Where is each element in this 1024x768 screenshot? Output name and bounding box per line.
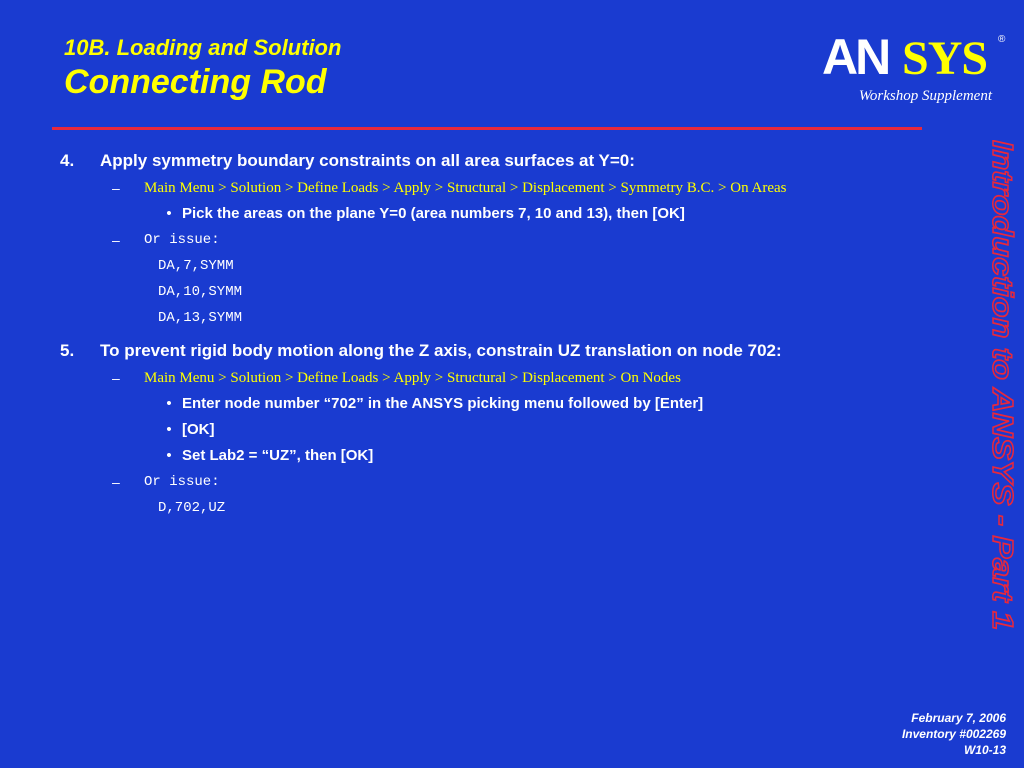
step-number: 4. [60,151,75,170]
svg-text:AN: AN [822,29,889,84]
step-5 [60,340,960,362]
footer [902,710,1006,758]
issue-label: Or issue: [144,474,220,490]
step-4 [60,150,960,172]
bullet-item [156,394,960,414]
footer-date: February 7, 2006 [911,711,1006,725]
slide-title: Connecting Rod [64,63,327,101]
bullet-item [156,420,960,440]
slide-content [60,150,960,524]
bullet-icon: • [166,421,172,438]
issue-item [112,472,960,492]
registered-mark: ® [998,34,1006,45]
ansys-logo-icon [820,28,1010,84]
title-block [64,34,341,102]
dash-marker: – [112,180,120,196]
ansys-logo [820,28,1010,84]
sidebar-text: Introduction to ANSYS - Part 1 [986,140,1018,558]
footer-page: W10-13 [963,743,1006,757]
menu-path-item [112,178,960,198]
dash-marker: – [112,232,120,248]
issue-item [112,230,960,250]
workshop-supplement: Workshop Supplement [858,88,992,104]
bullet-item [156,204,960,224]
step-number: 5. [60,341,75,360]
bullet-text: Pick the areas on the plane Y=0 (area numbers 7, 10 and 13), then [OK] [182,205,685,222]
bullet-icon: • [166,205,172,222]
bullet-text: Set Lab2 = “UZ”, then [OK] [182,447,374,464]
command-line: D,702,UZ [158,500,226,516]
sidebar-svg [945,140,1024,640]
footer-inventory: Inventory #002269 [901,727,1006,741]
menu-path-item [112,368,960,388]
bullet-text: [OK] [182,421,215,438]
menu-path: Main Menu > Solution > Define Loads > Apply > Structural > Displacement > Symmetry B.C. > On Areas [144,180,787,196]
bullet-icon: • [166,447,172,464]
step-text: Apply symmetry boundary constraints on all area surfaces at Y=0: [100,151,635,170]
bullet-icon: • [166,395,172,412]
command-line: DA,10,SYMM [158,284,243,300]
command-line: DA,13,SYMM [158,310,243,326]
title-divider [52,127,922,130]
sidebar-banner [945,140,1024,640]
bullet-item [156,446,960,466]
dash-marker: – [112,474,120,490]
command-line: DA,7,SYMM [158,258,234,274]
step-text: To prevent rigid body motion along the Z axis, constrain UZ translation on node 702: [100,341,782,360]
svg-text:SYS: SYS [902,32,988,84]
bullet-text: Enter node number “702” in the ANSYS picking menu followed by [Enter] [182,395,704,412]
issue-label: Or issue: [144,232,220,248]
dash-marker: – [112,370,120,386]
slide-subtitle: 10B. Loading and Solution [64,35,342,60]
menu-path: Main Menu > Solution > Define Loads > Apply > Structural > Displacement > On Nodes [144,370,681,386]
